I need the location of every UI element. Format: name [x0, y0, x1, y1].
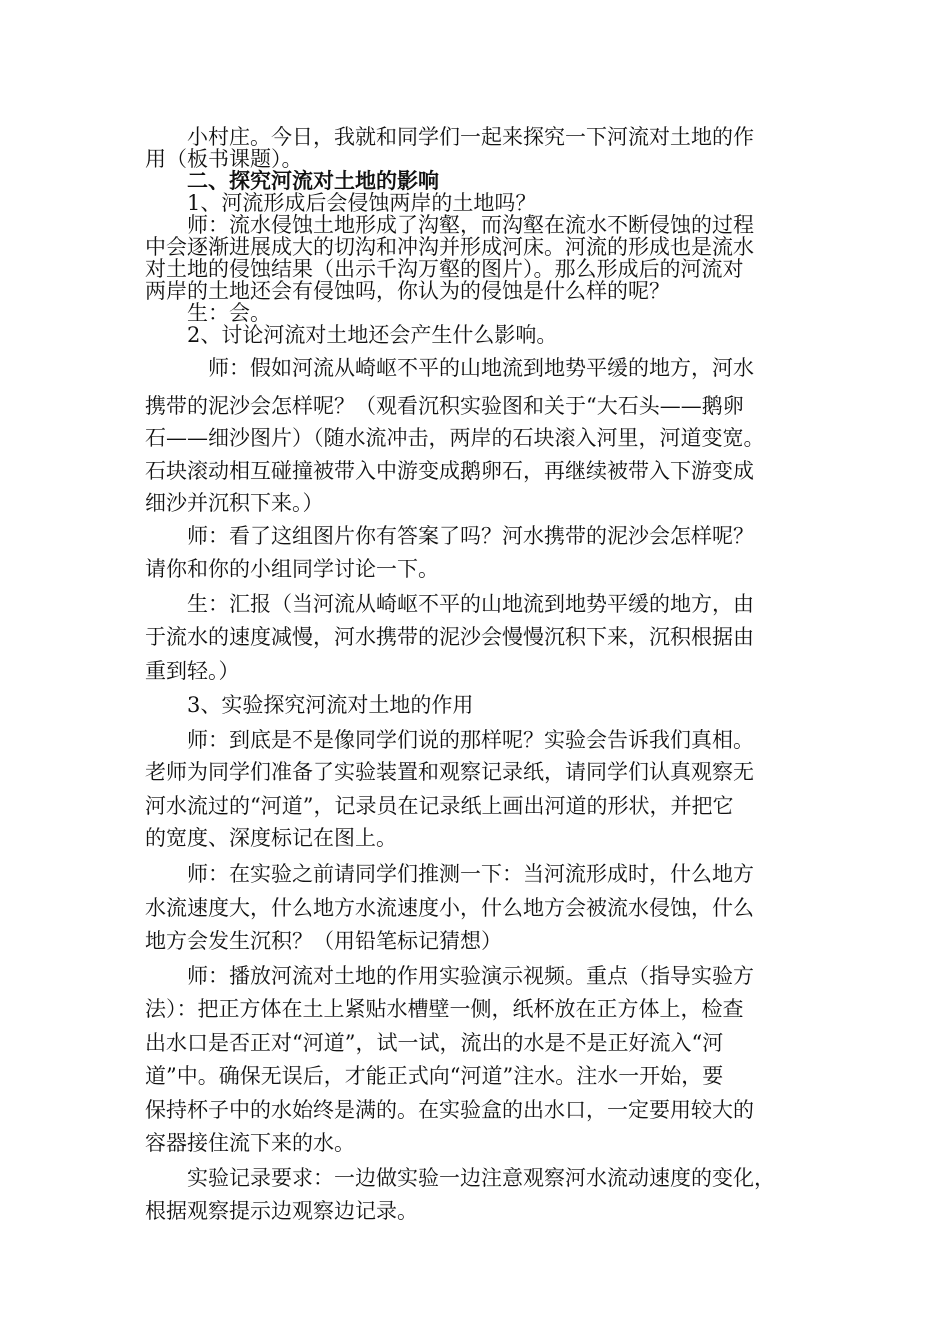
- paragraph-line: 师：流水侵蚀土地形成了沟壑，而沟壑在流水不断侵蚀的过程: [145, 213, 754, 237]
- paragraph-line: 师：在实验之前请同学们推测一下：当河流形成时，什么地方: [145, 862, 754, 886]
- paragraph-line: 小村庄。今日，我就和同学们一起来探究一下河流对土地的作: [145, 125, 754, 149]
- paragraph-line: 师：到底是不是像同学们说的那样呢？实验会告诉我们真相。: [145, 728, 754, 752]
- section-heading: 二、探究河流对土地的影响: [145, 168, 439, 193]
- paragraph-line: 对土地的侵蚀结果（出示千沟万壑的图片）。那么形成后的河流对: [145, 257, 744, 281]
- paragraph-line: 于流水的速度减慢，河水携带的泥沙会慢慢沉积下来，沉积根据由: [145, 625, 754, 649]
- paragraph-line: 重到轻。）: [145, 659, 240, 683]
- paragraph-line: 道”中。确保无误后，才能正式向“河道”注水。注水一开始，要: [145, 1064, 724, 1088]
- paragraph-line: 师：看了这组图片你有答案了吗？河水携带的泥沙会怎样呢？: [145, 524, 754, 548]
- paragraph-line: 容器接住流下来的水。: [145, 1131, 355, 1155]
- paragraph-line: 水流速度大，什么地方水流速度小，什么地方会被流水侵蚀，什么: [145, 896, 754, 920]
- paragraph-line: 石——细沙图片）（随水流冲击，两岸的石块滚入河里，河道变宽。: [145, 426, 765, 450]
- subheading: 3、实验探究河流对土地的作用: [145, 693, 474, 717]
- paragraph-line: 河水流过的“河道”，记录员在记录纸上画出河道的形状，并把它: [145, 794, 734, 818]
- paragraph-line: 两岸的土地还会有侵蚀吗，你认为的侵蚀是什么样的呢？: [145, 279, 670, 303]
- paragraph-line: 师：播放河流对土地的作用实验演示视频。重点（指导实验方: [145, 964, 754, 988]
- paragraph-line: 细沙并沉积下来。）: [145, 491, 324, 515]
- paragraph-line: 用（板书课题）。: [145, 147, 303, 171]
- paragraph-line: 石块滚动相互碰撞被带入中游变成鹅卵石，再继续被带入下游变成: [145, 459, 754, 483]
- paragraph-line: 地方会发生沉积？（用铅笔标记猜想）: [145, 929, 502, 953]
- paragraph-line: 中会逐渐进展成大的切沟和冲沟并形成河床。河流的形成也是流水: [145, 235, 754, 259]
- paragraph-line: 请你和你的小组同学讨论一下。: [145, 557, 439, 581]
- paragraph-line: 生：会。: [145, 301, 271, 325]
- paragraph-line: 生：汇报（当河流从崎岖不平的山地流到地势平缓的地方，由: [145, 592, 754, 616]
- subheading: 1、河流形成后会侵蚀两岸的土地吗？: [145, 191, 537, 215]
- paragraph-line: 根据观察提示边观察边记录。: [145, 1199, 418, 1223]
- paragraph-line: 法）：把正方体在土上紧贴水槽壁一侧，纸杯放在正方体上，检查: [145, 997, 744, 1021]
- paragraph-line: 携带的泥沙会怎样呢？（观看沉积实验图和关于“大石头——鹅卵: [145, 394, 744, 418]
- paragraph-line: 师：假如河流从崎岖不平的山地流到地势平缓的地方，河水: [145, 356, 754, 380]
- paragraph-line: 老师为同学们准备了实验装置和观察记录纸，请同学们认真观察无: [145, 760, 754, 784]
- paragraph-line: 的宽度、深度标记在图上。: [145, 826, 397, 850]
- paragraph-line: 实验记录要求：一边做实验一边注意观察河水流动速度的变化，: [145, 1166, 775, 1190]
- subheading: 2、讨论河流对土地还会产生什么影响。: [145, 323, 558, 347]
- paragraph-line: 出水口是否正对“河道”，试一试，流出的水是不是正好流入“河: [145, 1031, 724, 1055]
- paragraph-line: 保持杯子中的水始终是满的。在实验盒的出水口，一定要用较大的: [145, 1098, 754, 1122]
